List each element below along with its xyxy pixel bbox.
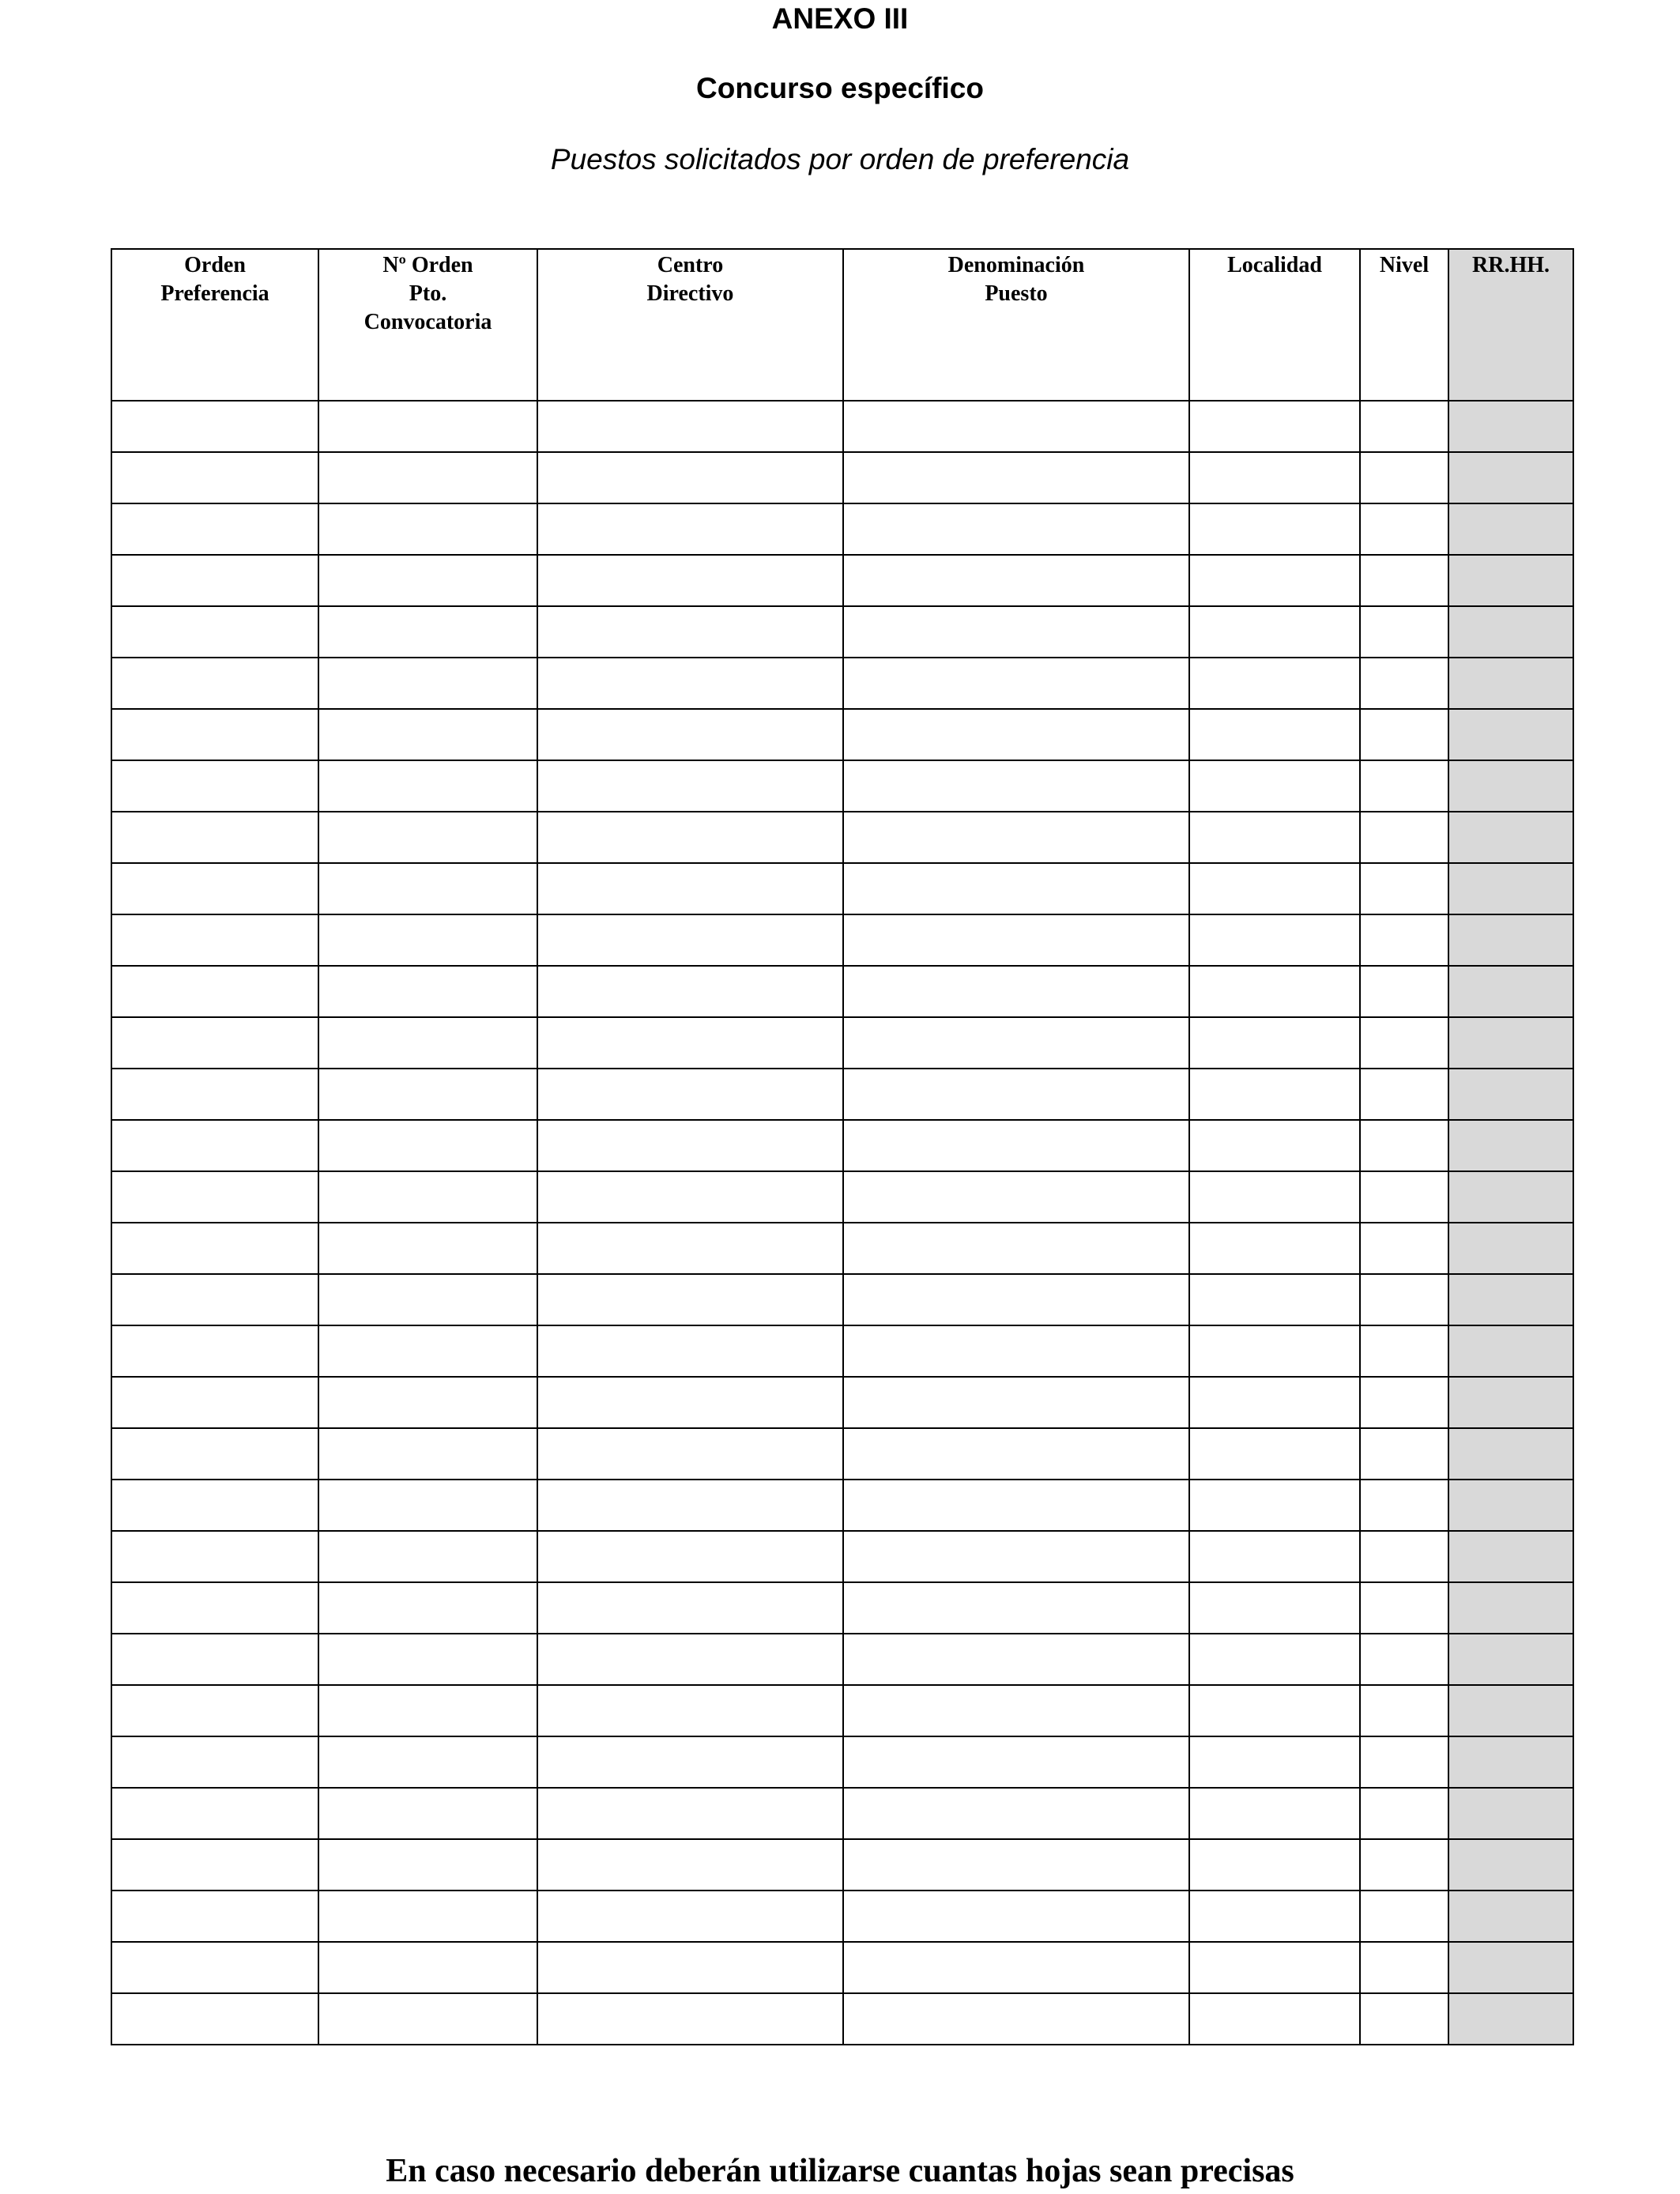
rrhh-cell <box>1448 1993 1573 2045</box>
table-cell[interactable] <box>111 1891 318 1942</box>
table-cell[interactable] <box>111 503 318 555</box>
header-localidad <box>1189 249 1360 401</box>
table-row <box>111 914 1573 966</box>
table-cell[interactable] <box>843 658 1189 709</box>
table-cell[interactable] <box>1360 1069 1448 1120</box>
table-cell[interactable] <box>111 966 318 1017</box>
rrhh-cell <box>1448 1634 1573 1685</box>
table-cell[interactable] <box>318 1582 537 1634</box>
table-row <box>111 606 1573 658</box>
table-cell[interactable] <box>318 1274 537 1325</box>
table-cell[interactable] <box>843 452 1189 503</box>
table-cell[interactable] <box>318 1942 537 1993</box>
table-cell[interactable] <box>843 1993 1189 2045</box>
table-cell[interactable] <box>318 503 537 555</box>
table-cell[interactable] <box>537 555 843 606</box>
table-cell[interactable] <box>1189 1891 1360 1942</box>
rrhh-cell <box>1448 658 1573 709</box>
table-cell[interactable] <box>1189 1223 1360 1274</box>
table-cell[interactable] <box>111 1274 318 1325</box>
table-cell[interactable] <box>843 760 1189 812</box>
table-cell[interactable] <box>1360 760 1448 812</box>
table-cell[interactable] <box>318 1634 537 1685</box>
table-cell[interactable] <box>111 1120 318 1171</box>
table-cell[interactable] <box>537 1480 843 1531</box>
table-row <box>111 1017 1573 1069</box>
table-cell[interactable] <box>318 709 537 760</box>
table-cell[interactable] <box>537 1274 843 1325</box>
header-numero-orden <box>318 249 537 401</box>
header-line: RR.HH. <box>1472 253 1550 277</box>
table-cell[interactable] <box>843 1017 1189 1069</box>
table-cell[interactable] <box>111 1942 318 1993</box>
table-row <box>111 1377 1573 1428</box>
table-cell[interactable] <box>843 1531 1189 1582</box>
table-cell[interactable] <box>1189 760 1360 812</box>
rrhh-cell <box>1448 863 1573 914</box>
footer-note: En caso necesario deberán utilizarse cuantas hojas sean precisas <box>386 2153 1294 2189</box>
table-cell[interactable] <box>1189 914 1360 966</box>
table-cell[interactable] <box>318 1993 537 2045</box>
table-cell[interactable] <box>537 966 843 1017</box>
rrhh-cell <box>1448 812 1573 863</box>
table-cell[interactable] <box>1360 1377 1448 1428</box>
table-cell[interactable] <box>537 914 843 966</box>
table-cell[interactable] <box>843 1377 1189 1428</box>
table-cell[interactable] <box>111 709 318 760</box>
table-cell[interactable] <box>537 1223 843 1274</box>
rrhh-cell <box>1448 452 1573 503</box>
table-cell[interactable] <box>1360 914 1448 966</box>
table-cell[interactable] <box>111 914 318 966</box>
table-row <box>111 1582 1573 1634</box>
header-line: Orden <box>184 253 246 277</box>
table-cell[interactable] <box>537 1993 843 2045</box>
table-cell[interactable] <box>537 1171 843 1223</box>
table-cell[interactable] <box>318 812 537 863</box>
table-cell[interactable] <box>318 606 537 658</box>
table-row <box>111 555 1573 606</box>
table-cell[interactable] <box>1189 1736 1360 1788</box>
header-line: Pto. <box>409 281 447 306</box>
table-cell[interactable] <box>843 1736 1189 1788</box>
rrhh-cell <box>1448 1891 1573 1942</box>
table-cell[interactable] <box>318 452 537 503</box>
rrhh-cell <box>1448 1223 1573 1274</box>
table-cell[interactable] <box>1360 966 1448 1017</box>
table-cell[interactable] <box>1360 555 1448 606</box>
table-cell[interactable] <box>843 1685 1189 1736</box>
header-row <box>111 249 1573 401</box>
table-cell[interactable] <box>537 1788 843 1839</box>
rrhh-cell <box>1448 401 1573 452</box>
table-row <box>111 709 1573 760</box>
table-cell[interactable] <box>111 1480 318 1531</box>
table-cell[interactable] <box>1189 812 1360 863</box>
header-line: Nº Orden <box>382 253 473 277</box>
table-cell[interactable] <box>843 1480 1189 1531</box>
header-line: Centro <box>657 253 724 277</box>
table-cell[interactable] <box>1360 1171 1448 1223</box>
table-cell[interactable] <box>1189 1120 1360 1171</box>
table-cell[interactable] <box>1189 1993 1360 2045</box>
table-cell[interactable] <box>111 1428 318 1480</box>
rrhh-cell <box>1448 1428 1573 1480</box>
table-cell[interactable] <box>537 1428 843 1480</box>
table-cell[interactable] <box>1360 1223 1448 1274</box>
table-cell[interactable] <box>1189 1428 1360 1480</box>
table-cell[interactable] <box>111 1736 318 1788</box>
table-row <box>111 1531 1573 1582</box>
table-cell[interactable] <box>537 863 843 914</box>
table-cell[interactable] <box>111 555 318 606</box>
table-cell[interactable] <box>1360 1736 1448 1788</box>
table-cell[interactable] <box>1360 452 1448 503</box>
rrhh-cell <box>1448 1171 1573 1223</box>
rrhh-cell <box>1448 503 1573 555</box>
table-row <box>111 1788 1573 1839</box>
table-cell[interactable] <box>1360 1839 1448 1891</box>
table-cell[interactable] <box>111 452 318 503</box>
rrhh-cell <box>1448 1942 1573 1993</box>
table-cell[interactable] <box>537 709 843 760</box>
table-cell[interactable] <box>1189 1480 1360 1531</box>
table-row <box>111 1480 1573 1531</box>
table-cell[interactable] <box>843 1942 1189 1993</box>
table-row <box>111 1069 1573 1120</box>
table-cell[interactable] <box>111 658 318 709</box>
table-cell[interactable] <box>843 503 1189 555</box>
rrhh-cell <box>1448 1531 1573 1582</box>
table-caption: Puestos solicitados por orden de preferencia <box>550 143 1130 175</box>
header-line: Convocatoria <box>363 310 492 334</box>
table-cell[interactable] <box>843 1788 1189 1839</box>
table-cell[interactable] <box>318 1120 537 1171</box>
table-cell[interactable] <box>537 1942 843 1993</box>
rrhh-cell <box>1448 1736 1573 1788</box>
table-cell[interactable] <box>111 760 318 812</box>
table-cell[interactable] <box>1189 1788 1360 1839</box>
table-cell[interactable] <box>318 658 537 709</box>
table-cell[interactable] <box>537 1891 843 1942</box>
table-row <box>111 812 1573 863</box>
table-cell[interactable] <box>318 1891 537 1942</box>
table-row <box>111 1839 1573 1891</box>
table-cell[interactable] <box>843 1274 1189 1325</box>
table-cell[interactable] <box>537 1120 843 1171</box>
table-cell[interactable] <box>1189 606 1360 658</box>
table-row <box>111 1685 1573 1736</box>
table-cell[interactable] <box>1360 401 1448 452</box>
table-cell[interactable] <box>111 1069 318 1120</box>
table-cell[interactable] <box>1360 709 1448 760</box>
rrhh-cell <box>1448 1582 1573 1634</box>
table-cell[interactable] <box>1189 1274 1360 1325</box>
table-cell[interactable] <box>537 1377 843 1428</box>
table-cell[interactable] <box>843 606 1189 658</box>
table-cell[interactable] <box>537 503 843 555</box>
table-cell[interactable] <box>1189 1634 1360 1685</box>
table-cell[interactable] <box>1189 709 1360 760</box>
table-cell[interactable] <box>1360 1891 1448 1942</box>
table-cell[interactable] <box>318 1788 537 1839</box>
header-centro-directivo <box>537 249 843 401</box>
table-row <box>111 1942 1573 1993</box>
table-cell[interactable] <box>537 1582 843 1634</box>
header-line: Preferencia <box>160 281 269 306</box>
table-cell[interactable] <box>1360 1428 1448 1480</box>
table-row <box>111 658 1573 709</box>
table-cell[interactable] <box>111 812 318 863</box>
table-cell[interactable] <box>1189 503 1360 555</box>
table-cell[interactable] <box>537 1069 843 1120</box>
header-rrhh <box>1448 249 1573 401</box>
table-cell[interactable] <box>537 812 843 863</box>
table-cell[interactable] <box>843 1223 1189 1274</box>
table-cell[interactable] <box>318 1325 537 1377</box>
table-cell[interactable] <box>1360 503 1448 555</box>
table-cell[interactable] <box>843 812 1189 863</box>
table-row <box>111 401 1573 452</box>
table-row <box>111 1736 1573 1788</box>
table-cell[interactable] <box>1189 1171 1360 1223</box>
table-row <box>111 1120 1573 1171</box>
table-cell[interactable] <box>111 606 318 658</box>
table-cell[interactable] <box>843 1171 1189 1223</box>
table-cell[interactable] <box>843 555 1189 606</box>
table-cell[interactable] <box>1189 1582 1360 1634</box>
table-cell[interactable] <box>537 760 843 812</box>
table-cell[interactable] <box>1189 555 1360 606</box>
table-row <box>111 1325 1573 1377</box>
table-cell[interactable] <box>111 1993 318 2045</box>
table-row <box>111 1993 1573 2045</box>
table-cell[interactable] <box>318 863 537 914</box>
table-cell[interactable] <box>318 1017 537 1069</box>
rrhh-cell <box>1448 760 1573 812</box>
header-line: Denominación <box>947 253 1085 277</box>
table-cell[interactable] <box>111 1685 318 1736</box>
table-cell[interactable] <box>318 1223 537 1274</box>
table-row <box>111 863 1573 914</box>
table-cell[interactable] <box>1189 1069 1360 1120</box>
table-cell[interactable] <box>111 1377 318 1428</box>
rrhh-cell <box>1448 1377 1573 1428</box>
header-denominacion-puesto <box>843 249 1189 401</box>
table-cell[interactable] <box>843 1325 1189 1377</box>
table-cell[interactable] <box>1189 1685 1360 1736</box>
table-cell[interactable] <box>843 1120 1189 1171</box>
table-cell[interactable] <box>1360 1325 1448 1377</box>
table-cell[interactable] <box>318 1428 537 1480</box>
rrhh-cell <box>1448 914 1573 966</box>
table-cell[interactable] <box>1360 658 1448 709</box>
table-row <box>111 1428 1573 1480</box>
table-cell[interactable] <box>537 401 843 452</box>
table-cell[interactable] <box>843 863 1189 914</box>
header-line: Directivo <box>646 281 734 306</box>
table-cell[interactable] <box>537 1839 843 1891</box>
rrhh-cell <box>1448 1069 1573 1120</box>
table-cell[interactable] <box>1189 1377 1360 1428</box>
table-cell[interactable] <box>537 658 843 709</box>
table-cell[interactable] <box>318 1531 537 1582</box>
preferences-table <box>111 248 1574 2045</box>
table-row <box>111 1274 1573 1325</box>
table-cell[interactable] <box>111 1017 318 1069</box>
table-cell[interactable] <box>843 966 1189 1017</box>
header-line: Nivel <box>1379 253 1430 277</box>
table-cell[interactable] <box>1360 863 1448 914</box>
table-cell[interactable] <box>843 1839 1189 1891</box>
table-body <box>111 401 1573 2045</box>
table-cell[interactable] <box>318 1685 537 1736</box>
rrhh-cell <box>1448 966 1573 1017</box>
table-cell[interactable] <box>318 760 537 812</box>
rrhh-cell <box>1448 1839 1573 1891</box>
table-cell[interactable] <box>1189 863 1360 914</box>
table-cell[interactable] <box>111 1788 318 1839</box>
table-cell[interactable] <box>537 452 843 503</box>
table-cell[interactable] <box>1360 1274 1448 1325</box>
rrhh-cell <box>1448 1788 1573 1839</box>
table-cell[interactable] <box>318 1171 537 1223</box>
rrhh-cell <box>1448 1480 1573 1531</box>
table-cell[interactable] <box>1360 1120 1448 1171</box>
table-cell[interactable] <box>1189 1942 1360 1993</box>
contest-subtitle: Concurso específico <box>696 72 984 104</box>
table-row <box>111 503 1573 555</box>
table-cell[interactable] <box>1189 401 1360 452</box>
table-cell[interactable] <box>1360 1685 1448 1736</box>
header-nivel <box>1360 249 1448 401</box>
table-row <box>111 1634 1573 1685</box>
table-row <box>111 966 1573 1017</box>
table-cell[interactable] <box>1360 1788 1448 1839</box>
table-cell[interactable] <box>111 1223 318 1274</box>
table-cell[interactable] <box>537 1325 843 1377</box>
rrhh-cell <box>1448 1325 1573 1377</box>
table-cell[interactable] <box>843 401 1189 452</box>
table-cell[interactable] <box>318 1377 537 1428</box>
table-cell[interactable] <box>537 606 843 658</box>
table-cell[interactable] <box>1360 1531 1448 1582</box>
table-cell[interactable] <box>1189 1839 1360 1891</box>
rrhh-cell <box>1448 555 1573 606</box>
table-cell[interactable] <box>537 1531 843 1582</box>
table-cell[interactable] <box>318 401 537 452</box>
table-cell[interactable] <box>318 1480 537 1531</box>
table-cell[interactable] <box>318 966 537 1017</box>
rrhh-cell <box>1448 1120 1573 1171</box>
table-cell[interactable] <box>1189 1017 1360 1069</box>
table-cell[interactable] <box>111 1634 318 1685</box>
table-cell[interactable] <box>537 1017 843 1069</box>
table-cell[interactable] <box>111 1839 318 1891</box>
table-cell[interactable] <box>111 1582 318 1634</box>
rrhh-cell <box>1448 1685 1573 1736</box>
rrhh-cell <box>1448 1274 1573 1325</box>
table-cell[interactable] <box>318 1736 537 1788</box>
table-cell[interactable] <box>318 914 537 966</box>
table-cell[interactable] <box>843 1634 1189 1685</box>
table-cell[interactable] <box>1360 1017 1448 1069</box>
table-cell[interactable] <box>1360 1480 1448 1531</box>
table-cell[interactable] <box>843 1891 1189 1942</box>
table-cell[interactable] <box>1189 966 1360 1017</box>
table-cell[interactable] <box>111 863 318 914</box>
table-cell[interactable] <box>843 709 1189 760</box>
table-row <box>111 1891 1573 1942</box>
table-row <box>111 760 1573 812</box>
table-row <box>111 452 1573 503</box>
table-cell[interactable] <box>537 1736 843 1788</box>
table-cell[interactable] <box>843 914 1189 966</box>
header-orden-preferencia <box>111 249 318 401</box>
annex-title: ANEXO III <box>771 2 909 35</box>
table-cell[interactable] <box>1360 1634 1448 1685</box>
table-cell[interactable] <box>1360 1942 1448 1993</box>
table-cell[interactable] <box>1189 452 1360 503</box>
table-cell[interactable] <box>537 1634 843 1685</box>
table-cell[interactable] <box>111 1325 318 1377</box>
table-cell[interactable] <box>1189 658 1360 709</box>
header-line: Puesto <box>985 281 1048 306</box>
rrhh-cell <box>1448 1017 1573 1069</box>
table-cell[interactable] <box>318 1839 537 1891</box>
table-cell[interactable] <box>1360 606 1448 658</box>
table-cell[interactable] <box>843 1428 1189 1480</box>
table-cell[interactable] <box>537 1685 843 1736</box>
table-row <box>111 1223 1573 1274</box>
table-cell[interactable] <box>318 1069 537 1120</box>
table-cell[interactable] <box>111 1531 318 1582</box>
table-cell[interactable] <box>111 401 318 452</box>
table-cell[interactable] <box>1360 812 1448 863</box>
table-cell[interactable] <box>318 555 537 606</box>
rrhh-cell <box>1448 709 1573 760</box>
table-cell[interactable] <box>1189 1325 1360 1377</box>
table-cell[interactable] <box>1360 1582 1448 1634</box>
table-row <box>111 1171 1573 1223</box>
header-line: Localidad <box>1227 253 1322 277</box>
rrhh-cell <box>1448 606 1573 658</box>
table-cell[interactable] <box>843 1069 1189 1120</box>
table-cell[interactable] <box>1189 1531 1360 1582</box>
table-cell[interactable] <box>111 1171 318 1223</box>
table-cell[interactable] <box>1360 1993 1448 2045</box>
table-cell[interactable] <box>843 1582 1189 1634</box>
